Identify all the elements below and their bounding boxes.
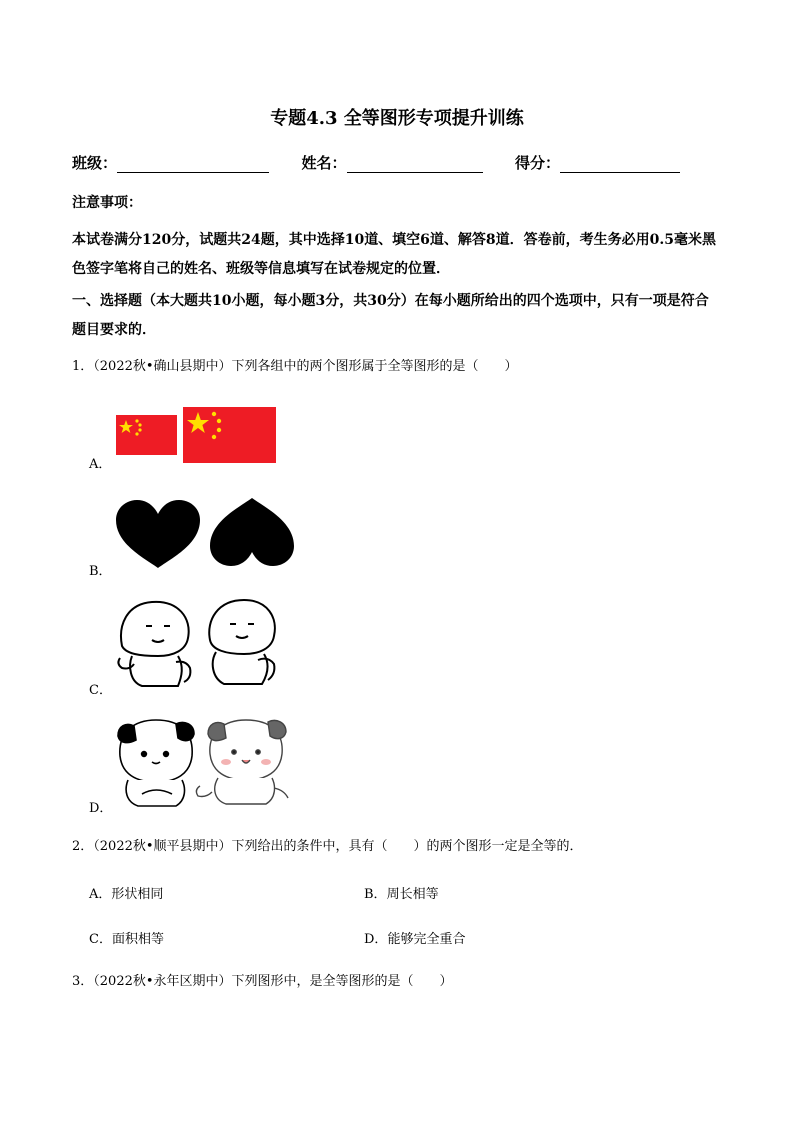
large-flag xyxy=(183,407,276,463)
section-line: 题目要求的． xyxy=(72,322,156,338)
option-c[interactable] xyxy=(89,928,164,947)
option-a-label: A． xyxy=(89,887,112,902)
option-d[interactable] xyxy=(364,928,465,947)
heart-icon xyxy=(116,500,200,568)
option-c-label: C． xyxy=(89,683,112,698)
small-flag xyxy=(116,415,177,455)
option-c-label: C． xyxy=(89,932,112,947)
option-a[interactable] xyxy=(89,883,163,902)
option-c-image xyxy=(112,596,284,692)
option-a-image xyxy=(116,406,278,464)
option-b-image xyxy=(114,496,298,570)
name-field[interactable] xyxy=(347,156,483,173)
section-line: 一、选择题（本大题共10小题，每小题3分，共30分）在每小题所给出的四个选项中，只有一项是符合 xyxy=(72,293,709,309)
option-a-text: 形状相同 xyxy=(111,887,164,902)
puppy-left xyxy=(118,720,194,806)
option-b[interactable] xyxy=(364,883,439,902)
inverted-heart-icon xyxy=(210,498,294,566)
option-d-text: 能够完全重合 xyxy=(387,932,466,947)
score-field[interactable] xyxy=(560,156,680,173)
option-d-image xyxy=(114,714,300,810)
question-1-stem: 1．（2022秋•确山县期中）下列各组中的两个图形属于全等图形的是（ ） xyxy=(72,359,518,374)
option-d-label: D． xyxy=(89,801,113,816)
section-heading xyxy=(72,287,722,345)
option-c-text: 面积相等 xyxy=(111,932,164,947)
page-title: 专题4.3 全等图形专项提升训练 xyxy=(270,108,524,129)
option-a-label: A． xyxy=(89,457,112,472)
cartoon-character-right xyxy=(209,600,275,684)
question-3-stem: 3．（2022秋•永年区期中）下列图形中，是全等图形的是（ ） xyxy=(72,974,453,989)
option-b-label: B． xyxy=(364,887,387,902)
notice-paragraph xyxy=(72,226,722,284)
cartoon-character-left xyxy=(118,602,190,686)
option-d-label: D． xyxy=(364,932,388,947)
name-label: 姓名： xyxy=(301,154,347,172)
option-b-label: B． xyxy=(89,564,112,579)
option-b-text: 周长相等 xyxy=(386,887,439,902)
score-label: 得分： xyxy=(514,154,560,172)
notice-line: 色签字笔将自己的姓名、班级等信息填写在试卷规定的位置． xyxy=(72,261,450,277)
header-fields xyxy=(72,152,680,173)
question-2-stem: 2．（2022秋•顺平县期中）下列给出的条件中，具有（ ）的两个图形一定是全等的． xyxy=(72,839,583,854)
class-label: 班级： xyxy=(72,154,118,172)
puppy-right xyxy=(196,720,288,804)
notice-heading: 注意事项： xyxy=(72,195,142,211)
class-field[interactable] xyxy=(117,156,269,173)
notice-line: 本试卷满分120分，试题共24题，其中选择10道、填空6道、解答8道．答卷前，考生务必用0.5毫米黑 xyxy=(72,232,717,248)
